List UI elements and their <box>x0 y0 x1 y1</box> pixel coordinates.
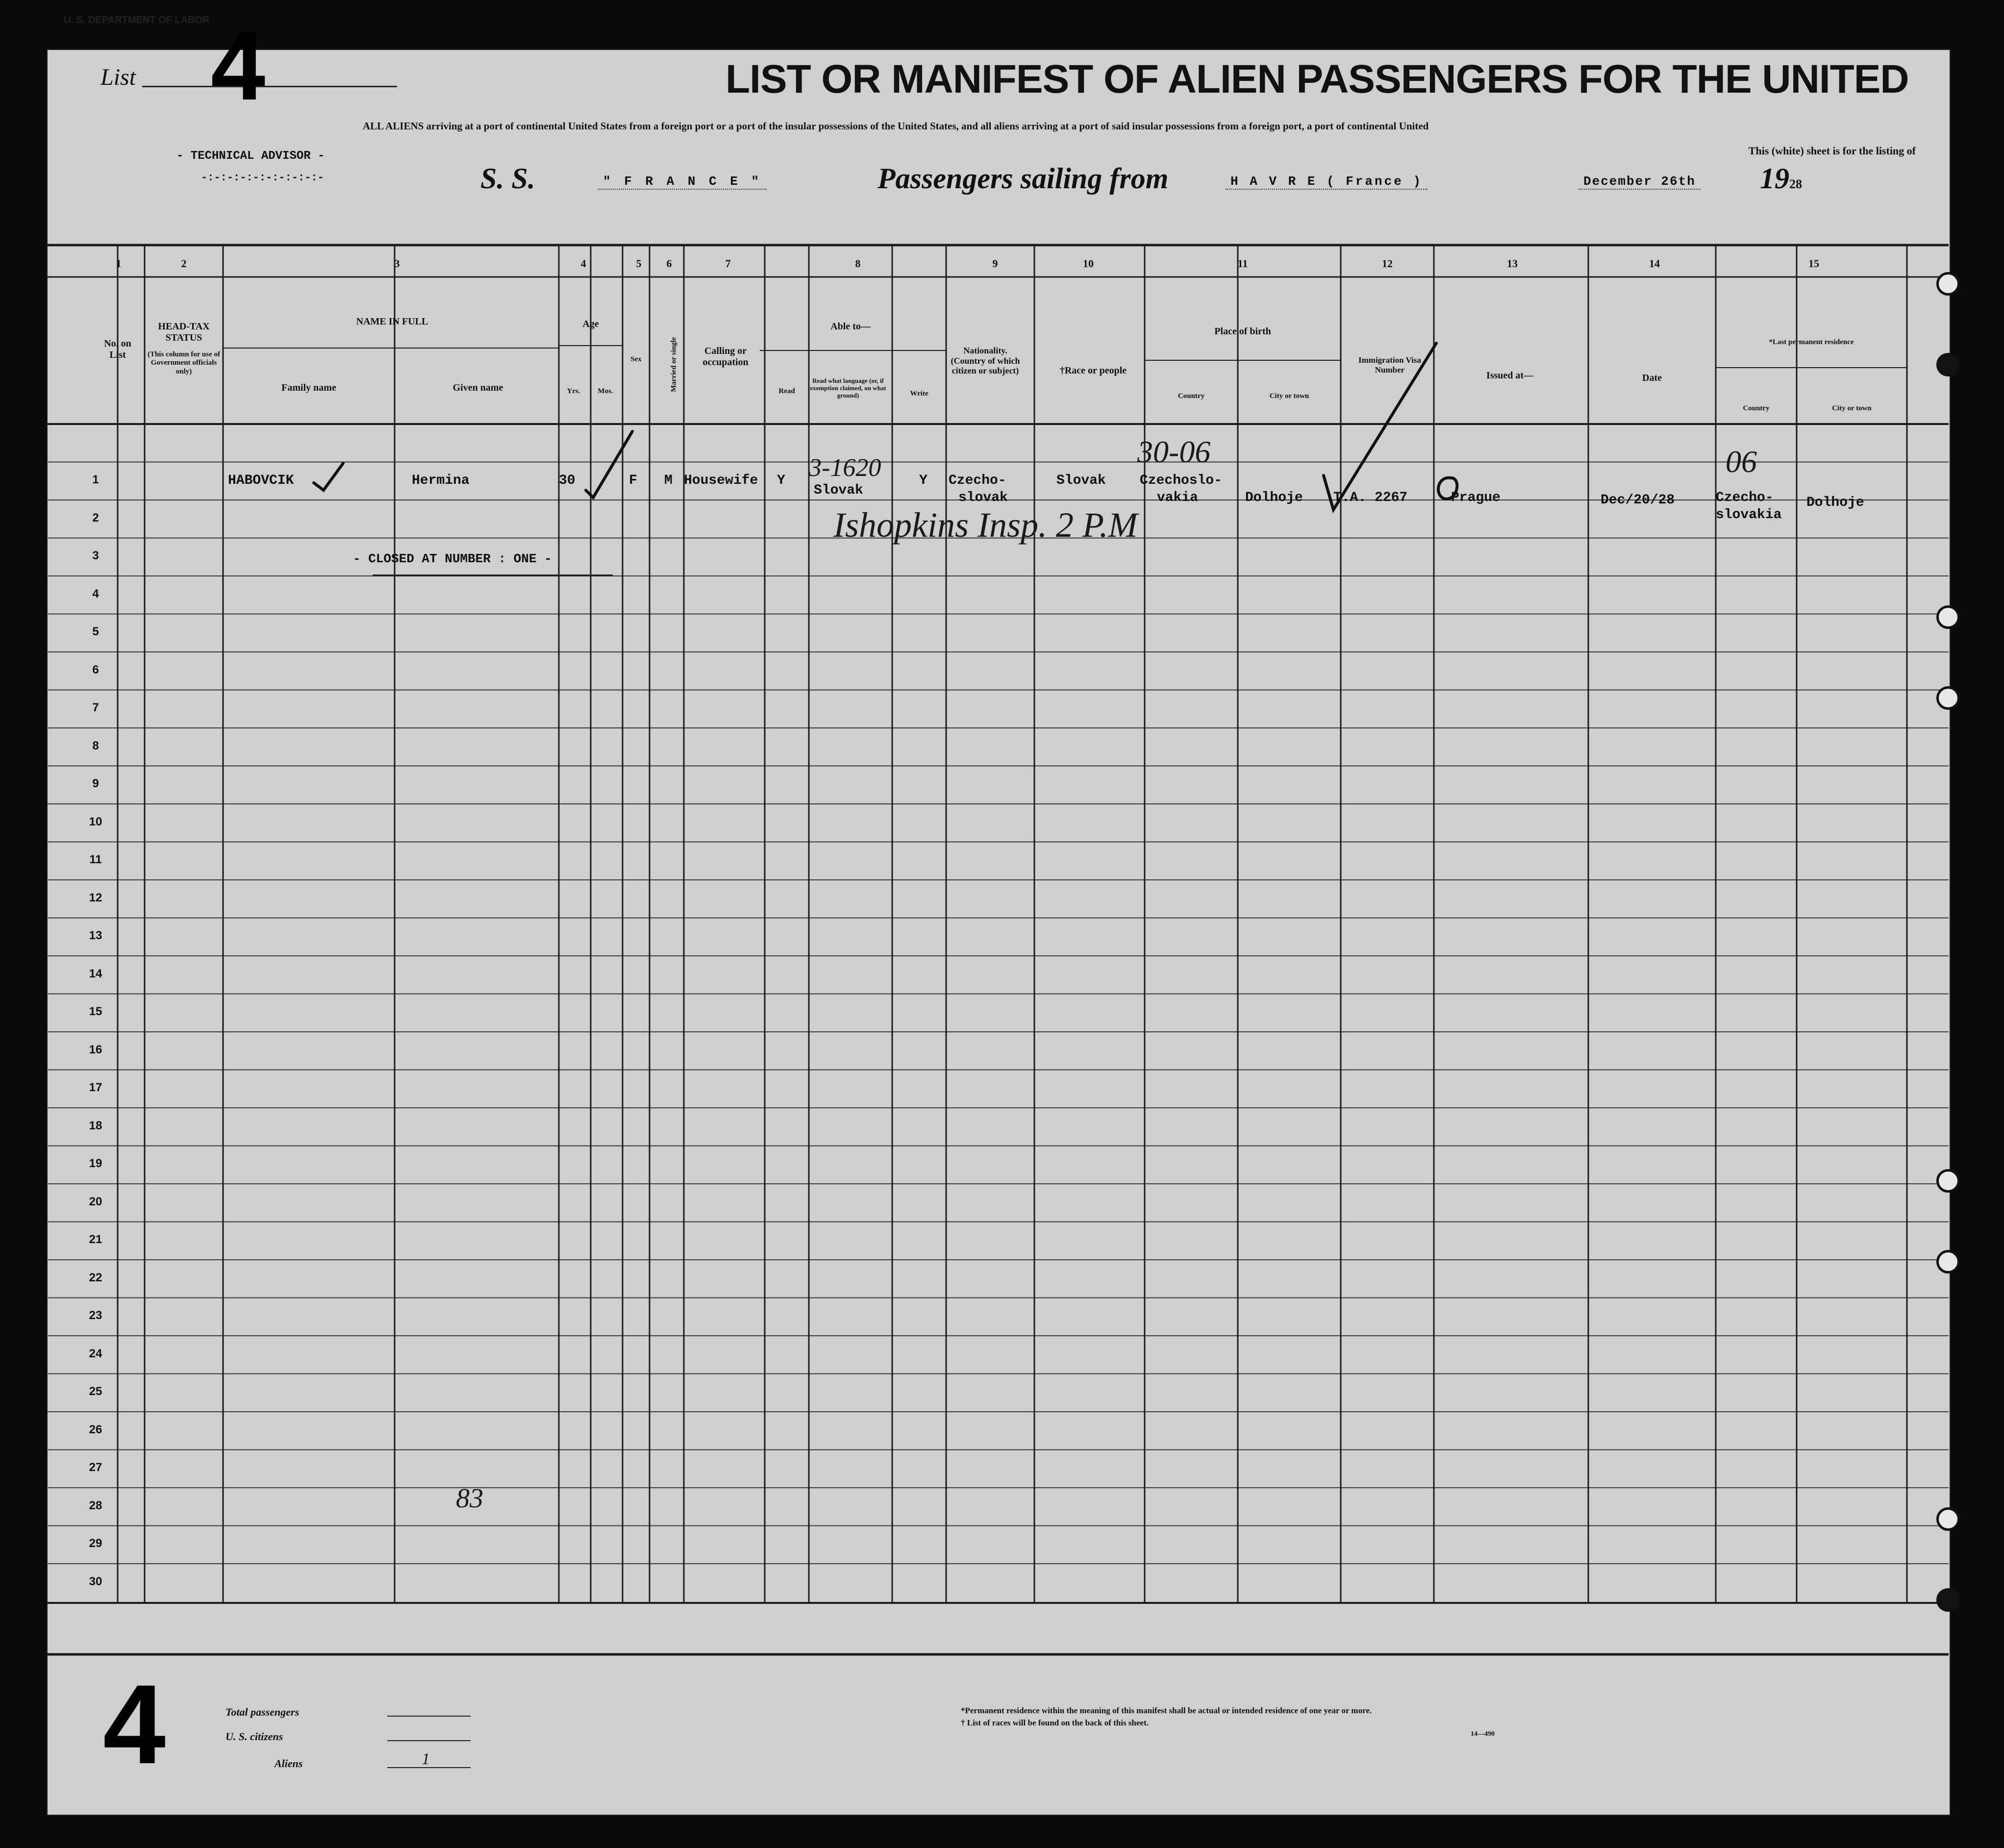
colnum-1: 1 <box>116 257 122 270</box>
row-number: 10 <box>89 815 102 828</box>
list-label: List <box>100 64 136 90</box>
manifest-title: LIST OR MANIFEST OF ALIEN PASSENGERS FOR THE UNITED <box>726 57 1909 101</box>
row-number: 6 <box>92 663 99 676</box>
hdr-read: Read <box>778 387 795 395</box>
hdr-no-on-list: No. on List <box>104 338 131 360</box>
departure-port: H A V R E ( France ) <box>1226 174 1428 190</box>
hdr-nationality: Nationality. (Country of which citizen or subject) <box>951 346 1020 376</box>
form-code: 14—490 <box>1471 1730 1495 1738</box>
row-number: 22 <box>89 1271 102 1284</box>
passenger-age: 30 <box>559 473 576 488</box>
passenger-race: Slovak <box>1056 473 1106 488</box>
list-number-stamp: 4 <box>211 11 266 121</box>
hdr-mos: Mos. <box>598 387 613 395</box>
row-number: 1 <box>92 473 99 486</box>
binder-hole <box>1936 353 1960 376</box>
passenger-birth-city: Dolhoje <box>1245 490 1303 505</box>
passenger-birth-country-2: vakia <box>1157 490 1199 505</box>
technical-advisor: - TECHNICAL ADVISOR - <box>176 150 325 163</box>
colnum-11: 11 <box>1237 257 1248 270</box>
hdr-able-to: Able to— <box>830 321 871 332</box>
hdr-birth-country: Country <box>1177 392 1205 400</box>
hdr-visa: Immigration Visa Number <box>1358 355 1421 375</box>
passenger-res-country-1: Czecho- <box>1716 490 1774 505</box>
row-number: 17 <box>89 1081 102 1094</box>
colnum-8: 8 <box>855 257 861 270</box>
hdr-date: Date <box>1642 373 1662 383</box>
binder-hole <box>1936 686 1960 710</box>
binder-hole <box>1936 1169 1960 1193</box>
circle-mark-issued <box>1438 478 1457 499</box>
hdr-issued-at: Issued at— <box>1486 370 1534 381</box>
colnum-9: 9 <box>992 257 998 270</box>
row-number: 26 <box>89 1423 102 1436</box>
row-number: 9 <box>92 777 99 790</box>
footnote-races: † List of races will be found on the back of this sheet. <box>961 1718 1149 1727</box>
row-number: 14 <box>89 967 102 980</box>
footnote-permanent-residence: *Permanent residence within the meaning of this manifest shall be actual or intended residence of one year or more. <box>961 1706 1372 1715</box>
year-suffix: 28 <box>1789 177 1802 191</box>
closed-at-number: - CLOSED AT NUMBER : ONE - <box>353 551 552 566</box>
row-number: 12 <box>89 891 102 904</box>
handwritten-inspection-note: Ishopkins Insp. 2 P.M <box>833 505 1138 545</box>
row-number: 13 <box>89 929 102 942</box>
aliens-label: Aliens <box>275 1757 303 1770</box>
ship-name: " F R A N C E " <box>598 174 767 190</box>
hdr-place-of-birth: Place of birth <box>1214 326 1271 337</box>
binder-hole <box>1936 272 1960 296</box>
check-mark-visa <box>1324 343 1436 510</box>
passenger-nationality-1: Czecho- <box>949 473 1006 488</box>
colnum-13: 13 <box>1507 257 1518 270</box>
row-number: 7 <box>92 701 99 714</box>
hdr-sex: Sex <box>630 355 642 363</box>
row-number: 29 <box>89 1537 102 1550</box>
colnum-15: 15 <box>1808 257 1819 270</box>
row-number: 23 <box>89 1309 102 1322</box>
row-number: 20 <box>89 1195 102 1208</box>
binder-hole <box>1936 605 1960 629</box>
us-citizens-label: U. S. citizens <box>225 1730 283 1743</box>
row-number: 18 <box>89 1119 102 1132</box>
hdr-age: Age <box>582 319 599 329</box>
hdr-calling: Calling or occupation <box>702 346 749 368</box>
hdr-head-tax-note: (This column for use of Government officials only) <box>147 350 221 375</box>
colnum-4: 4 <box>580 257 586 270</box>
footer-list-number: 4 <box>103 1661 166 1787</box>
passenger-read: Y <box>777 473 785 488</box>
aliens-count: 1 <box>422 1750 430 1768</box>
row-number: 21 <box>89 1233 102 1246</box>
row-number: 2 <box>92 511 99 524</box>
technical-dashes: -:-:-:-:-:-:-:-:-:- <box>201 172 324 184</box>
sailing-date: December 26th <box>1578 174 1701 190</box>
total-passengers-line <box>387 1716 471 1717</box>
row-number: 16 <box>89 1043 102 1056</box>
hdr-family-name: Family name <box>281 382 336 393</box>
handwritten-page-number: 83 <box>456 1483 483 1514</box>
hdr-head-tax: HEAD-TAX STATUS <box>158 321 210 343</box>
handwritten-code-1: 3-1620 <box>809 454 881 482</box>
binder-hole <box>1936 1588 1960 1612</box>
hdr-res-city: City or town <box>1832 404 1872 412</box>
row-number: 3 <box>92 549 99 562</box>
passenger-sex: F <box>629 473 637 488</box>
colnum-7: 7 <box>725 257 731 270</box>
row-number: 5 <box>92 625 99 638</box>
row-number: 28 <box>89 1498 102 1512</box>
binder-hole <box>1936 1250 1960 1274</box>
colnum-3: 3 <box>394 257 400 270</box>
passenger-marital: M <box>664 473 673 488</box>
passenger-visa-date: Dec/20/28 <box>1601 493 1675 508</box>
hdr-write: Write <box>910 390 928 398</box>
passenger-visa: T.A. 2267 <box>1333 490 1408 505</box>
hdr-yrs: Yrs. <box>567 387 580 395</box>
hdr-last-residence: *Last permanent residence <box>1769 338 1854 346</box>
passenger-nationality-2: slovak <box>958 490 1008 505</box>
hdr-res-country: Country <box>1743 404 1770 412</box>
check-mark-name <box>314 463 343 490</box>
colnum-14: 14 <box>1649 257 1660 270</box>
hdr-married: Married or single <box>670 337 678 392</box>
hdr-given-name: Given name <box>452 382 503 393</box>
passenger-language: Slovak <box>814 483 863 498</box>
hdr-read-language: Read what language (or, if exemption claimed, on what ground) <box>810 377 886 399</box>
passenger-occupation: Housewife <box>684 473 758 488</box>
passenger-res-city: Dolhoje <box>1806 495 1864 510</box>
row-number: 11 <box>89 853 102 866</box>
us-citizens-line <box>387 1740 471 1741</box>
hdr-name-in-full: NAME IN FULL <box>356 316 428 327</box>
hdr-race: †Race or people <box>1059 365 1127 376</box>
row-number: 4 <box>92 587 99 600</box>
row-number: 15 <box>89 1005 102 1018</box>
row-number: 19 <box>89 1157 102 1170</box>
row-number: 25 <box>89 1385 102 1398</box>
binder-hole <box>1936 1507 1960 1531</box>
handwritten-code-2: 30-06 <box>1137 434 1211 469</box>
colnum-6: 6 <box>666 257 672 270</box>
row-number: 27 <box>89 1461 102 1474</box>
handwritten-code-3: 06 <box>1726 444 1757 479</box>
year-prefix: 1928 <box>1760 162 1802 195</box>
passenger-family-name: HABOVCIK <box>228 473 294 488</box>
hdr-birth-city: City or town <box>1269 392 1309 400</box>
row-number: 24 <box>89 1347 102 1360</box>
colnum-5: 5 <box>636 257 642 270</box>
manifest-subtitle-2: This (white) sheet is for the listing of <box>1748 145 1916 157</box>
department-stamp: U. S. DEPARTMENT OF LABOR <box>64 15 210 25</box>
passenger-issued-at: Prague <box>1451 490 1501 505</box>
passenger-write: Y <box>919 473 927 488</box>
colnum-2: 2 <box>181 257 187 270</box>
total-passengers-label: Total passengers <box>225 1706 300 1718</box>
row-number: 30 <box>89 1574 102 1588</box>
ss-label: S. S. <box>480 162 535 195</box>
colnum-12: 12 <box>1382 257 1393 270</box>
row-number: 8 <box>92 739 99 752</box>
passenger-birth-country-1: Czechoslo- <box>1140 473 1223 488</box>
sailing-label: Passengers sailing from <box>877 162 1169 195</box>
passenger-given-name: Hermina <box>412 473 470 488</box>
check-mark-age <box>586 431 632 498</box>
passenger-res-country-2: slovakia <box>1716 507 1782 523</box>
colnum-10: 10 <box>1083 257 1094 270</box>
manifest-subtitle: ALL ALIENS arriving at a port of continental United States from a foreign port or a port of the insular possessions of the United States, and all aliens arriving at a port of said insular possessions from a foreign port, a port of continental United <box>363 120 1429 132</box>
